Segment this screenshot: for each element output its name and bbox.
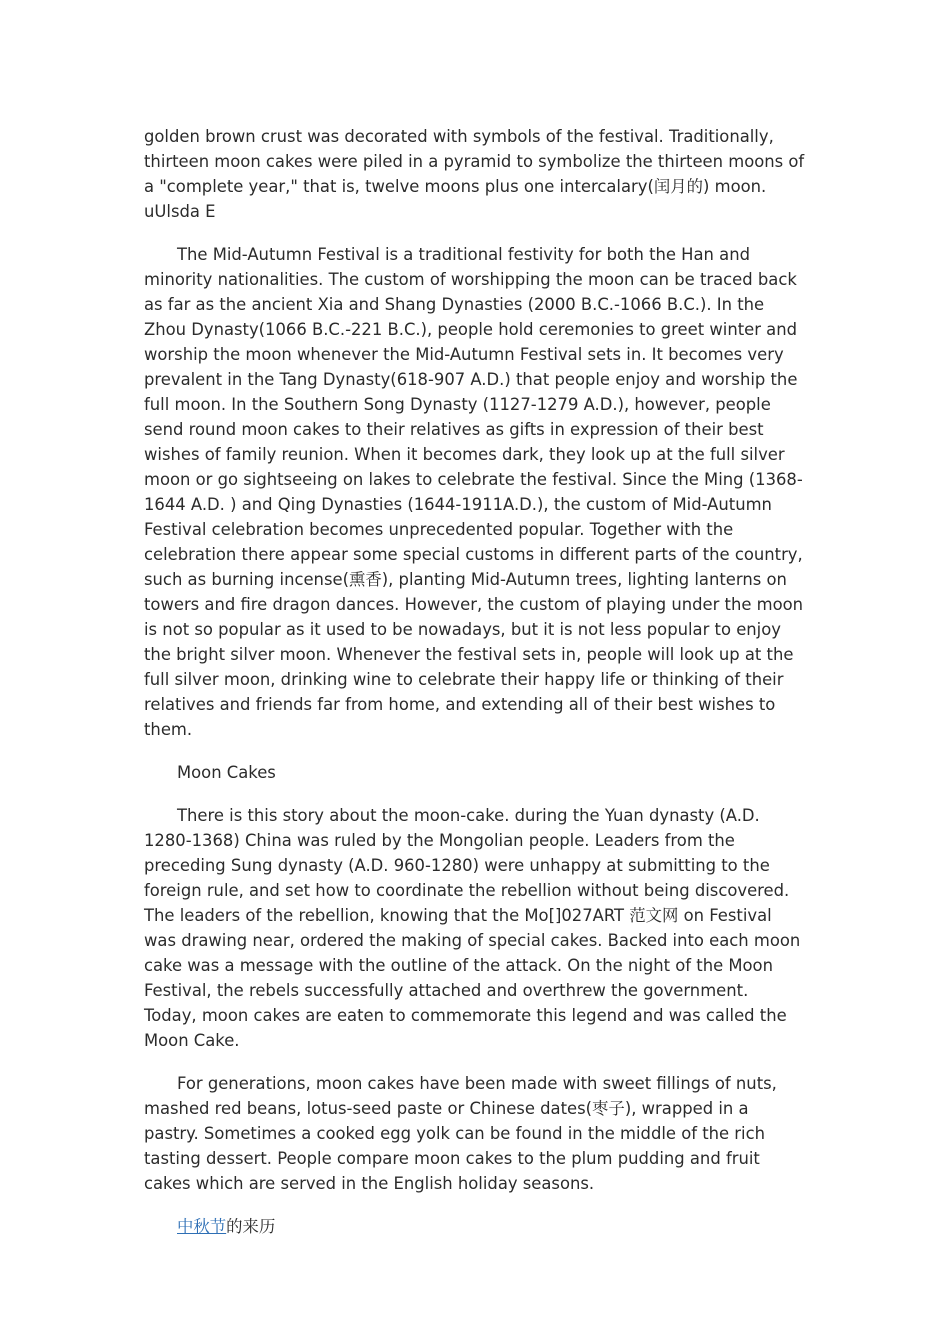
paragraph-festival-history: The Mid-Autumn Festival is a traditional festivity for both the Han and minority nationalities. The custom of worshipping the moon can be traced back as far as the ancient Xia and Shang Dynasties (2000 B.C.-1066 B.C.). In the Zhou Dynasty(1066 B.C.-221 B.C.), people hold ceremonies to greet winter and worship the moon whenever the Mid-Autumn Festival sets in. It becomes very prevalent in the Tang Dynasty(618-907 A.D.) that people enjoy and worship the full moon. In the Southern Song Dynasty (1127-1279 A.D.), however, people send round moon cakes to their relatives as gifts in expression of their best wishes of family reunion. When it becomes dark, they look up at the full silver moon or go sightseeing on lakes to celebrate the festival. Since the Ming (1368-1644 A.D. ) and Qing Dynasties (1644-1911A.D.), the custom of Mid-Autumn Festival celebration becomes unprecedented popular. Together with the celebration there appear some special customs in different parts of the country, such as burning incense(熏香), planting Mid-Autumn trees, lighting lanterns on towers and fire dragon dances. However, the custom of playing under the moon is not so popular as it used to be nowadays, but it is not less popular to enjoy the bright silver moon. Whenever the festival sets in, people will look up at the full silver moon, drinking wine to celebrate their happy life or thinking of their relatives and friends far from home, and extending all of their best wishes to them. <box>144 245 804 739</box>
section-heading-moon-cakes: Moon Cakes <box>177 763 276 782</box>
paragraph-moon-cake-story: There is this story about the moon-cake. during the Yuan dynasty (A.D. 1280-1368) China was ruled by the Mongolian people. Leaders from the preceding Sung dynasty (A.D. 960-1280) were unhappy at submitting to the foreign rule, and set how to coordinate the rebellion without being discovered. The leaders of the rebellion, knowing that the Mo[]027ART 范文网 on Festival was drawing near, ordered the making of special cakes. Backed into each moon cake was a message with the outline of the attack. On the night of the Moon Festival, the rebels successfully attached and overthrew the government. Today, moon cakes are eaten to commemorate this legend and was called the Moon Cake. <box>144 806 801 1050</box>
document-page <box>144 124 806 1257</box>
mid-autumn-link[interactable]: 中秋节 <box>177 1217 227 1236</box>
footer-heading-rest: 的来历 <box>226 1217 276 1236</box>
paragraph-intro-continued: golden brown crust was decorated with symbols of the festival. Traditionally, thirteen moon cakes were piled in a pyramid to symbolize the thirteen moons of a "complete year," that is, twelve moons plus one intercalary(闰月的) moon. uUlsda E <box>144 127 805 221</box>
footer-heading <box>144 1214 806 1239</box>
paragraph-moon-cake-fillings: For generations, moon cakes have been made with sweet fillings of nuts, mashed red beans, lotus-seed paste or Chinese dates(枣子), wrapped in a pastry. Sometimes a cooked egg yolk can be found in the middle of the rich tasting dessert. People compare moon cakes to the plum pudding and fruit cakes which are served in the English holiday seasons. <box>144 1074 777 1193</box>
